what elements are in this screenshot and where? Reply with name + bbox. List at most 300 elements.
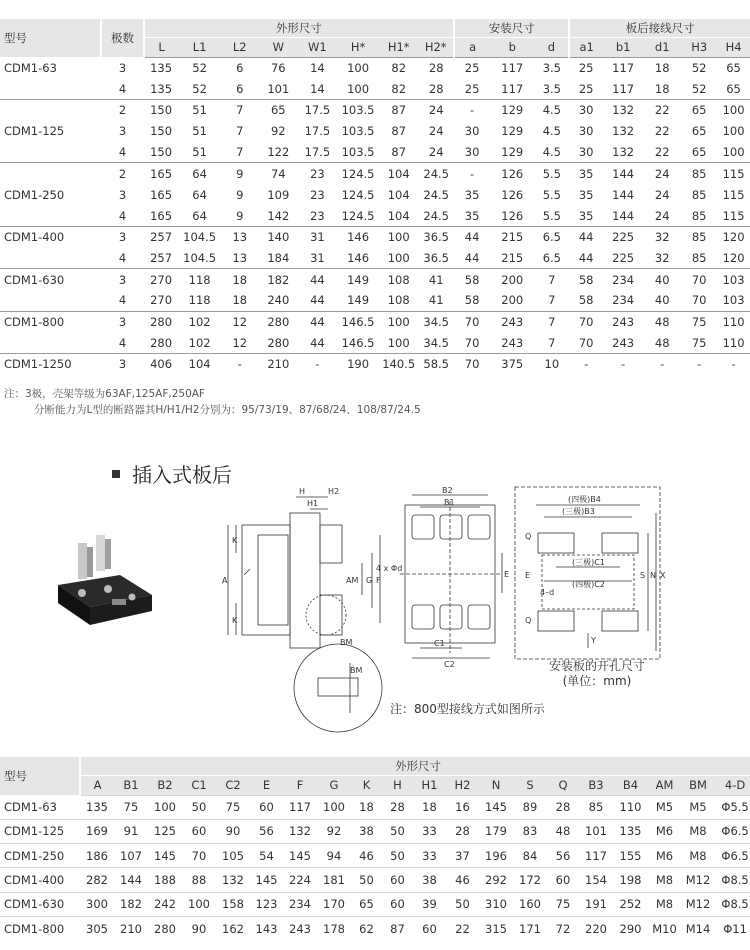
value-cell: 92 <box>317 819 351 843</box>
value-cell: M8 <box>681 844 715 868</box>
model-cell <box>0 290 101 311</box>
label-G: G <box>366 576 373 585</box>
label-H: H <box>299 487 306 496</box>
value-cell: 103 <box>717 269 750 290</box>
value-cell: 50 <box>351 868 382 892</box>
table-row <box>0 290 750 311</box>
value-cell: 172 <box>513 868 547 892</box>
value-cell: 117 <box>490 57 534 78</box>
value-cell: 126 <box>490 163 534 184</box>
value-cell: 23 <box>298 163 337 184</box>
value-cell: 165 <box>144 163 179 184</box>
value-cell: 39 <box>413 892 446 916</box>
value-cell: 51 <box>179 99 221 120</box>
model-cell <box>0 78 101 99</box>
value-cell: 85 <box>579 795 613 819</box>
value-cell: 7 <box>548 335 556 350</box>
poles-cell: 4 <box>118 335 127 350</box>
value-cell: 144 <box>612 208 635 223</box>
model-cell: CDM1-800 <box>0 916 80 940</box>
value-cell: 290 <box>613 916 648 940</box>
value-cell: 182 <box>259 269 298 290</box>
value-cell: - <box>454 99 490 120</box>
value-cell: Φ11 <box>715 916 750 940</box>
value-cell: 132 <box>283 819 317 843</box>
column-header: W1 <box>298 37 337 57</box>
value-cell: 150 <box>150 145 173 160</box>
panel-caption-line-2: (单位：mm) <box>562 674 632 688</box>
value-cell: 58 <box>454 269 490 290</box>
value-cell: 270 <box>150 293 173 308</box>
label-B2: B2 <box>442 486 453 495</box>
value-cell: 60 <box>382 892 413 916</box>
table-row <box>0 819 750 843</box>
column-header: F <box>283 775 317 795</box>
value-cell: 171 <box>513 916 547 940</box>
value-cell: 25 <box>569 57 603 78</box>
value-cell: 146 <box>347 251 370 266</box>
model-cell: CDM1-125 <box>0 819 80 843</box>
value-cell: M6 <box>648 819 681 843</box>
model-cell <box>0 142 101 163</box>
value-cell: 117 <box>612 81 635 96</box>
value-cell: 103.5 <box>341 124 375 139</box>
label-Q-bottom: Q <box>525 616 532 625</box>
value-cell: 65 <box>717 57 750 78</box>
column-header: C2 <box>216 775 250 795</box>
value-cell: 82 <box>391 81 407 96</box>
value-cell: 7 <box>534 269 569 290</box>
value-cell: 280 <box>144 311 179 332</box>
column-header: E <box>250 775 283 795</box>
value-cell: 129 <box>501 145 524 160</box>
value-cell: 100 <box>379 311 418 332</box>
value-cell: 135 <box>80 795 114 819</box>
value-cell: 85 <box>691 251 707 266</box>
value-cell: 50 <box>382 819 413 843</box>
value-cell: 234 <box>603 269 643 290</box>
value-cell: 122 <box>267 145 290 160</box>
value-cell: 252 <box>613 892 648 916</box>
value-cell: 118 <box>188 293 211 308</box>
table-row <box>0 332 750 353</box>
value-cell: 70 <box>464 335 480 350</box>
label-H2: H2 <box>328 487 340 496</box>
group-header-rear-wiring: 板后接线尺寸 <box>569 19 750 37</box>
value-cell: 292 <box>479 868 513 892</box>
value-cell: 46 <box>351 844 382 868</box>
front-view <box>400 495 502 658</box>
table-row <box>0 227 750 248</box>
poles-cell: 3 <box>101 354 143 375</box>
value-cell: 6 <box>221 57 259 78</box>
value-cell: 103.5 <box>341 145 375 160</box>
value-cell: 6.5 <box>534 227 569 248</box>
value-cell: 85 <box>681 163 717 184</box>
table-row <box>0 99 750 120</box>
value-cell: 44 <box>569 227 603 248</box>
label-C2-panel: (四极)C2 <box>572 580 605 589</box>
value-cell: 22 <box>643 99 681 120</box>
value-cell: 52 <box>681 57 717 78</box>
group-header-outline: 外形尺寸 <box>144 19 455 37</box>
column-header: H4 <box>717 37 750 57</box>
value-cell: M12 <box>681 892 715 916</box>
value-cell: 18 <box>221 269 259 290</box>
value-cell: 84 <box>513 844 547 868</box>
value-cell: 12 <box>221 311 259 332</box>
value-cell: M5 <box>681 795 715 819</box>
value-cell: 375 <box>490 354 534 375</box>
value-cell: 225 <box>603 227 643 248</box>
value-cell: 34.5 <box>423 335 449 350</box>
value-cell: 48 <box>643 311 681 332</box>
value-cell: 30 <box>464 124 480 139</box>
value-cell: 64 <box>179 163 221 184</box>
value-cell: 150 <box>150 124 173 139</box>
value-cell: 132 <box>612 145 635 160</box>
value-cell: 135 <box>150 81 173 96</box>
value-cell: 44 <box>454 227 490 248</box>
value-cell: 108 <box>387 293 410 308</box>
value-cell: 9 <box>221 163 259 184</box>
value-cell: 35 <box>569 163 603 184</box>
value-cell: M5 <box>648 795 681 819</box>
value-cell: 13 <box>221 227 259 248</box>
value-cell: 32 <box>654 251 670 266</box>
value-cell: 115 <box>722 187 745 202</box>
value-cell: 70 <box>182 844 216 868</box>
value-cell: 109 <box>267 187 290 202</box>
value-cell: 60 <box>182 819 216 843</box>
value-cell: Φ8.5 <box>715 892 750 916</box>
poles-header: 极数 <box>101 19 143 57</box>
value-cell: 282 <box>80 868 114 892</box>
value-cell: 280 <box>150 335 173 350</box>
value-cell: M8 <box>681 819 715 843</box>
value-cell: 58 <box>569 269 603 290</box>
value-cell: 75 <box>216 795 250 819</box>
value-cell: 58 <box>578 293 594 308</box>
value-cell: 90 <box>182 916 216 940</box>
value-cell: 270 <box>144 269 179 290</box>
value-cell: 104 <box>387 187 410 202</box>
value-cell: 142 <box>267 208 290 223</box>
value-cell: 300 <box>80 892 114 916</box>
value-cell: 7 <box>548 293 556 308</box>
value-cell: M12 <box>681 868 715 892</box>
model-cell: CDM1-630 <box>0 892 80 916</box>
value-cell: 30 <box>569 99 603 120</box>
value-cell: M14 <box>681 916 715 940</box>
value-cell: 70 <box>578 335 594 350</box>
label-C1-panel: (三极)C1 <box>572 558 605 567</box>
value-cell: - <box>603 354 643 375</box>
value-cell: 280 <box>267 335 290 350</box>
group-header-outline-2: 外形尺寸 <box>80 757 750 775</box>
value-cell: 102 <box>179 311 221 332</box>
column-header: K <box>351 775 382 795</box>
value-cell: 280 <box>259 311 298 332</box>
value-cell: 54 <box>250 844 283 868</box>
value-cell: 243 <box>612 335 635 350</box>
value-cell: - <box>298 354 337 375</box>
value-cell: 104.5 <box>183 251 217 266</box>
model-cell: CDM1-63 <box>0 795 80 819</box>
value-cell: 65 <box>351 892 382 916</box>
value-cell: 9 <box>236 187 244 202</box>
value-cell: 41 <box>418 269 454 290</box>
model-cell: CDM1-400 <box>0 227 101 248</box>
value-cell: 160 <box>513 892 547 916</box>
value-cell: 33 <box>413 819 446 843</box>
value-cell: 89 <box>513 795 547 819</box>
value-cell: 35 <box>464 187 480 202</box>
value-cell: 14 <box>298 57 337 78</box>
value-cell: 124.5 <box>341 187 375 202</box>
model-cell: CDM1-800 <box>0 311 101 332</box>
value-cell: 12 <box>232 335 248 350</box>
value-cell: 5.5 <box>542 187 561 202</box>
value-cell: 126 <box>501 187 524 202</box>
value-cell: 243 <box>603 311 643 332</box>
poles-cell: 3 <box>118 187 127 202</box>
value-cell: 17.5 <box>304 145 331 160</box>
column-header: H1* <box>379 37 418 57</box>
column-header: H <box>382 775 413 795</box>
value-cell: 104 <box>179 354 221 375</box>
value-cell: 117 <box>283 795 317 819</box>
value-cell: 23 <box>310 187 325 202</box>
value-cell: 65 <box>259 99 298 120</box>
value-cell: 25 <box>464 81 480 96</box>
value-cell: 87 <box>391 124 407 139</box>
value-cell: 18 <box>413 795 446 819</box>
value-cell: 74 <box>259 163 298 184</box>
poles-cell: 3 <box>101 269 143 290</box>
value-cell: 52 <box>179 57 221 78</box>
value-cell: 37 <box>446 844 479 868</box>
value-cell: 165 <box>150 187 173 202</box>
value-cell: 83 <box>513 819 547 843</box>
model-cell: CDM1-125 <box>4 124 65 139</box>
value-cell: 6.5 <box>542 251 561 266</box>
table-row <box>0 121 750 142</box>
value-cell: 126 <box>501 208 524 223</box>
value-cell: 60 <box>547 868 579 892</box>
table-row <box>0 844 750 868</box>
value-cell: 135 <box>144 57 179 78</box>
table-row <box>0 248 750 269</box>
column-header: L <box>144 37 179 57</box>
value-cell: 100 <box>317 795 351 819</box>
value-cell: 56 <box>547 844 579 868</box>
value-cell: 100 <box>722 145 745 160</box>
poles-cell: 4 <box>118 208 127 223</box>
value-cell: 46 <box>446 868 479 892</box>
value-cell: 125 <box>148 819 182 843</box>
value-cell: 182 <box>114 892 148 916</box>
value-cell: 4.5 <box>534 99 569 120</box>
value-cell: 16 <box>446 795 479 819</box>
value-cell: 44 <box>578 251 594 266</box>
value-cell: 120 <box>717 227 750 248</box>
value-cell: 220 <box>579 916 613 940</box>
value-cell: 103 <box>722 293 745 308</box>
value-cell: 280 <box>148 916 182 940</box>
value-cell: 129 <box>490 99 534 120</box>
value-cell: 92 <box>270 124 286 139</box>
value-cell: 188 <box>148 868 182 892</box>
value-cell: 28 <box>428 81 444 96</box>
poles-cell: 4 <box>118 81 127 96</box>
table-row <box>0 142 750 163</box>
value-cell: 144 <box>603 163 643 184</box>
value-cell: 75 <box>681 311 717 332</box>
value-cell: 70 <box>691 293 707 308</box>
value-cell: 108 <box>379 269 418 290</box>
value-cell: 132 <box>216 868 250 892</box>
value-cell: 87 <box>379 99 418 120</box>
value-cell: 149 <box>337 269 379 290</box>
value-cell: 117 <box>501 81 524 96</box>
value-cell: 50 <box>182 795 216 819</box>
value-cell: 7 <box>221 99 259 120</box>
value-cell: 87 <box>391 145 407 160</box>
value-cell: 44 <box>298 269 337 290</box>
value-cell: 162 <box>216 916 250 940</box>
value-cell: 100 <box>387 335 410 350</box>
value-cell: 30 <box>464 145 480 160</box>
model-cell <box>0 99 101 120</box>
label-F: F <box>376 576 381 585</box>
value-cell: 70 <box>681 269 717 290</box>
column-header: A <box>80 775 114 795</box>
table-row <box>0 868 750 892</box>
table-row <box>0 354 750 375</box>
value-cell: 102 <box>188 335 211 350</box>
model-cell <box>0 332 101 353</box>
value-cell: 315 <box>479 916 513 940</box>
value-cell: 36.5 <box>418 227 454 248</box>
value-cell: 40 <box>643 269 681 290</box>
value-cell: 30 <box>578 124 594 139</box>
table-row <box>0 184 750 205</box>
column-header: L2 <box>221 37 259 57</box>
value-cell: 186 <box>80 844 114 868</box>
value-cell: 140 <box>259 227 298 248</box>
value-cell: 132 <box>612 124 635 139</box>
label-E-panel: E <box>525 571 531 580</box>
value-cell: 100 <box>717 99 750 120</box>
value-cell: 13 <box>232 251 248 266</box>
value-cell: 44 <box>310 293 325 308</box>
value-cell: 24 <box>643 163 681 184</box>
value-cell: 234 <box>283 892 317 916</box>
value-cell: 406 <box>144 354 179 375</box>
value-cell: 75 <box>114 795 148 819</box>
poles-cell: 2 <box>101 99 143 120</box>
value-cell: 105 <box>216 844 250 868</box>
value-cell: 104 <box>379 163 418 184</box>
value-cell: 191 <box>579 892 613 916</box>
value-cell: - <box>221 354 259 375</box>
value-cell: 22 <box>446 916 479 940</box>
value-cell: 154 <box>579 868 613 892</box>
value-cell: 58 <box>464 293 480 308</box>
value-cell: 14 <box>310 81 325 96</box>
value-cell: 44 <box>298 311 337 332</box>
column-header: B1 <box>114 775 148 795</box>
label-BM: BM <box>340 638 353 647</box>
value-cell: 70 <box>569 311 603 332</box>
dimensions-table-2 <box>0 757 750 941</box>
value-cell: 210 <box>259 354 298 375</box>
value-cell: Φ8.5 <box>715 868 750 892</box>
value-cell: 48 <box>654 335 670 350</box>
poles-cell: 4 <box>118 251 127 266</box>
value-cell: 60 <box>250 795 283 819</box>
column-header: d <box>534 37 569 57</box>
table-row <box>0 205 750 226</box>
value-cell: 85 <box>691 187 707 202</box>
value-cell: 100 <box>337 57 379 78</box>
value-cell: 100 <box>182 892 216 916</box>
value-cell: 24 <box>428 124 444 139</box>
value-cell: 87 <box>382 916 413 940</box>
value-cell: 28 <box>382 795 413 819</box>
value-cell: 198 <box>613 868 648 892</box>
value-cell: Φ6.5 <box>715 819 750 843</box>
value-cell: 101 <box>267 81 290 96</box>
label-K-bottom: K <box>232 616 238 625</box>
column-header: d1 <box>643 37 681 57</box>
column-header: H2 <box>446 775 479 795</box>
column-header: H1 <box>413 775 446 795</box>
value-cell: 76 <box>259 57 298 78</box>
table-row <box>0 57 750 78</box>
value-cell: 51 <box>192 124 207 139</box>
value-cell: - <box>569 354 603 375</box>
model-cell: CDM1-1250 <box>0 354 101 375</box>
value-cell: 51 <box>192 145 207 160</box>
model-cell: CDM1-63 <box>0 57 101 78</box>
panel-caption <box>532 659 662 689</box>
table-row <box>0 916 750 940</box>
table-notes <box>4 386 421 418</box>
value-cell: 210 <box>114 916 148 940</box>
value-cell: 145 <box>479 795 513 819</box>
value-cell: 115 <box>717 163 750 184</box>
value-cell: 243 <box>283 916 317 940</box>
column-header: B3 <box>579 775 613 795</box>
value-cell: 28 <box>446 819 479 843</box>
value-cell: 10 <box>534 354 569 375</box>
value-cell: 28 <box>418 57 454 78</box>
label-B3: (三极)B3 <box>562 507 595 516</box>
value-cell: 72 <box>547 916 579 940</box>
column-header: b1 <box>603 37 643 57</box>
value-cell: M10 <box>648 916 681 940</box>
value-cell: 181 <box>317 868 351 892</box>
note-line-1: 注：3极，壳架等级为63AF,125AF,250AF <box>4 388 205 400</box>
value-cell: 215 <box>490 227 534 248</box>
value-cell: 23 <box>310 208 325 223</box>
value-cell: 257 <box>144 227 179 248</box>
value-cell: 100 <box>148 795 182 819</box>
value-cell: - <box>717 354 750 375</box>
value-cell: 144 <box>612 187 635 202</box>
